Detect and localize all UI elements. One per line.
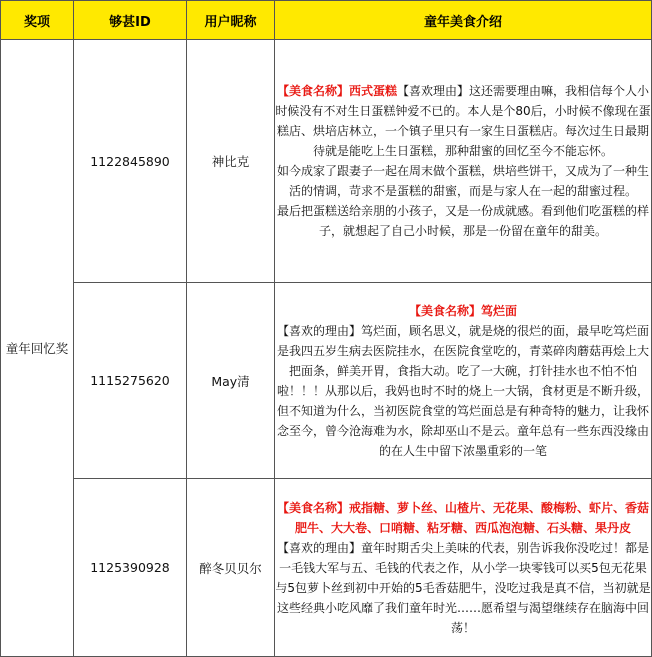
table-row <box>1 40 652 283</box>
food-name: 笃烂面 <box>481 303 518 318</box>
food-name-tag: 【美食名称】 <box>276 500 349 515</box>
table-row <box>1 283 652 479</box>
food-name: 戒指糖、萝卜丝、山楂片、无花果、酸梅粉、虾片、香菇肥牛、大大卷、口哨糖、粘牙糖、西瓜泡泡糖、石头糖、果丹皮 <box>294 500 650 535</box>
food-intro <box>275 479 652 657</box>
user-nickname: 醉冬贝贝尔 <box>187 479 275 657</box>
food-name-tag: 【美食名称】 <box>276 84 349 98</box>
user-nickname: May清 <box>187 283 275 479</box>
food-name-tag: 【美食名称】 <box>408 303 481 318</box>
user-id: 1115275620 <box>74 283 187 479</box>
food-name: 西式蛋糕 <box>348 84 397 98</box>
food-title-line <box>275 498 651 538</box>
reason-text: 【喜欢的理由】童年时期舌尖上美味的代表，别告诉我你没吃过！都是一毛钱大军与五、毛钱的代表之作，从小学一块零钱可以买5包无花果与5包萝卜丝到初中开始的5毛香菇肥牛，没吃过我是真不信，当初就是这些经典小吃风靡了我们童年时光……愿希望与渴望继续存在脑海中回荡！ <box>275 540 651 635</box>
header-nickname: 用户昵称 <box>187 1 275 40</box>
table-row <box>1 479 652 657</box>
intro-paragraph <box>275 81 651 161</box>
header-award: 奖项 <box>1 1 74 40</box>
user-id: 1122845890 <box>74 40 187 283</box>
user-nickname: 神比克 <box>187 40 275 283</box>
award-name: 童年回忆奖 <box>1 40 74 657</box>
food-intro <box>275 283 652 479</box>
intro-paragraph: 最后把蛋糕送给亲朋的小孩子，又是一份成就感。看到他们吃蛋糕的样子，就想起了自己小时候，那是一份留在童年的甜美。 <box>276 204 649 238</box>
food-intro <box>275 40 652 283</box>
header-id: 够甚ID <box>74 1 187 40</box>
intro-paragraph: 如今成家了跟妻子一起在周末做个蛋糕，烘培些饼干，又成为了一种生活的情调，苛求不是蛋糕的甜蜜，而是与家人在一起的甜蜜过程。 <box>276 164 649 198</box>
header-intro: 童年美食介绍 <box>275 1 652 40</box>
user-id: 1125390928 <box>74 479 187 657</box>
reason-text: 【喜欢的理由】笃烂面，顾名思义，就是烧的很烂的面，最早吃笃烂面是我四五岁生病去医院挂水，在医院食堂吃的，青菜碎肉蘑菇再烩上大把面条，鲜美开胃，食指大动。吃了一大碗，打针挂水也不怕不怕啦！！！从那以后，我妈也时不时的烧上一大锅，食材更是不断升级，但不知道为什么，当初医院食堂的笃烂面总是有种奇特的魅力，让我怀念至今，曾今沧海难为水，除却巫山不是云。童年总有一些东西没缘由的在人生中留下浓墨重彩的一笔 <box>276 323 649 458</box>
reason-text: 【喜欢理由】这还需要理由嘛，我相信每个人小时候没有不对生日蛋糕钟爱不已的。本人是个80后，小时候不像现在蛋糕店、烘培店林立，一个镇子里只有一家生日蛋糕店。每次过生日最期待就是能吃上生日蛋糕，那种甜蜜的回忆至今不能忘怀。 <box>275 84 651 158</box>
food-title-line <box>275 301 651 321</box>
header-row <box>1 1 652 40</box>
